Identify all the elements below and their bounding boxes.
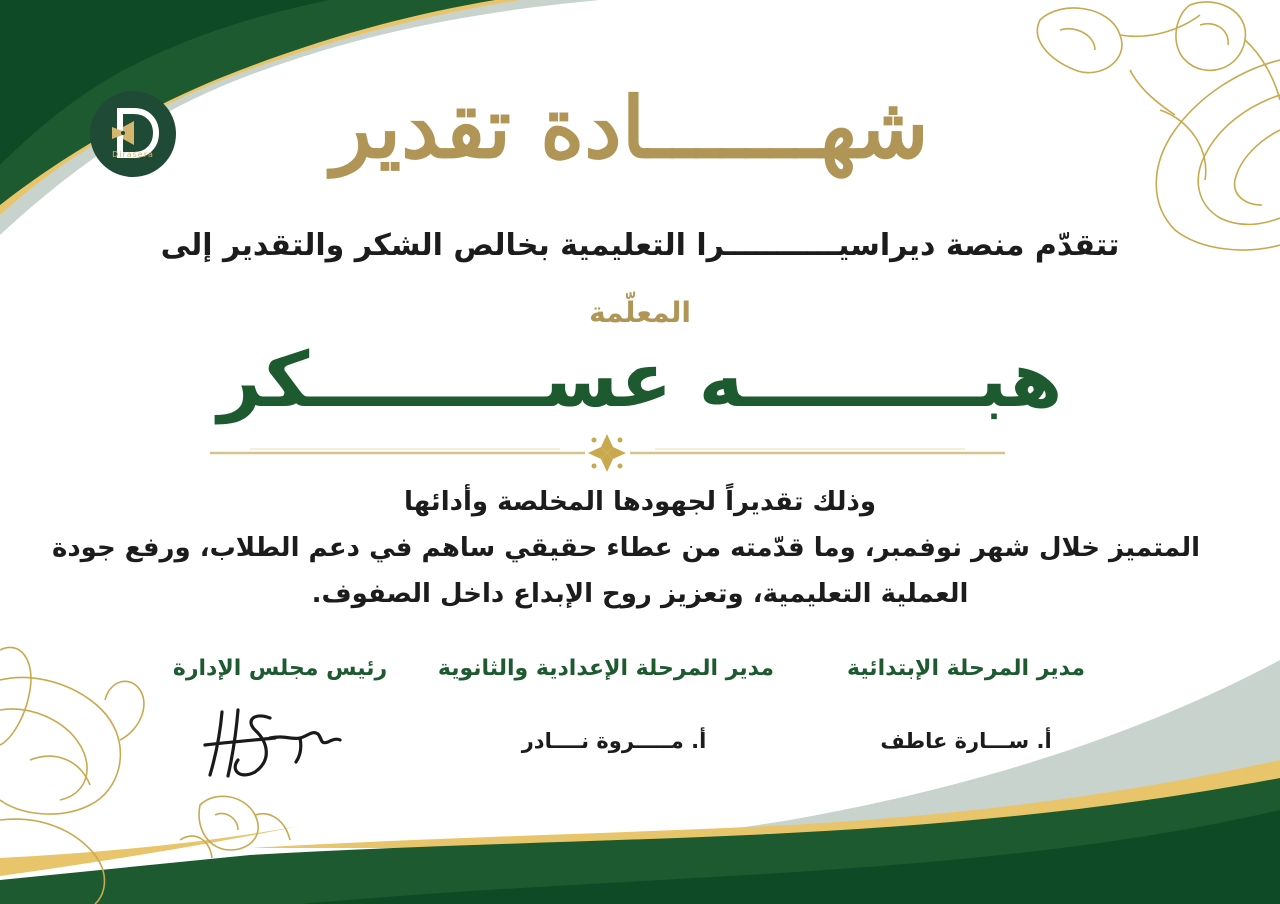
signature-name-primary: أ. ســـارة عاطف xyxy=(880,729,1052,753)
handwritten-signature-icon xyxy=(205,710,340,776)
intro-text: تتقدّم منصة ديراسيـــــــــــرا التعليمية بخالص الشكر والتقدير إلى xyxy=(160,228,1120,263)
dirasera-logo xyxy=(90,91,176,177)
logo-wordmark: Dirasera xyxy=(112,150,154,159)
signature-title-secondary: مدير المرحلة الإعدادية والثانوية xyxy=(437,656,774,681)
ornament-divider-icon xyxy=(588,434,626,472)
recipient-name: هبـــــــــه عســـــــــكر xyxy=(217,335,1063,424)
ornament-divider xyxy=(210,434,1005,472)
signature-title-president: رئيس مجلس الإدارة xyxy=(172,656,388,681)
signature-title-primary: مدير المرحلة الإبتدائية xyxy=(846,656,1085,681)
pen-nib-d-logo-icon xyxy=(90,91,176,177)
honorific: المعلّمة xyxy=(589,296,691,329)
top-right-floral-decoration xyxy=(1037,2,1280,250)
bottom-right-wave-decoration xyxy=(0,660,1280,904)
body-line-2: المتميز خلال شهر نوفمبر، وما قدّمته من عطاء حقيقي ساهم في دعم الطلاب، ورفع جودة xyxy=(51,533,1200,563)
body-line-1: وذلك تقديراً لجهودها المخلصة وأدائها xyxy=(404,487,876,517)
signature-name-secondary: أ. مـــــروة نــــادر xyxy=(521,729,707,753)
certificate-title: شهـــــــادة تقدير xyxy=(331,78,929,177)
body-line-3: العملية التعليمية، وتعزيز روح الإبداع داخل الصفوف. xyxy=(311,579,969,609)
